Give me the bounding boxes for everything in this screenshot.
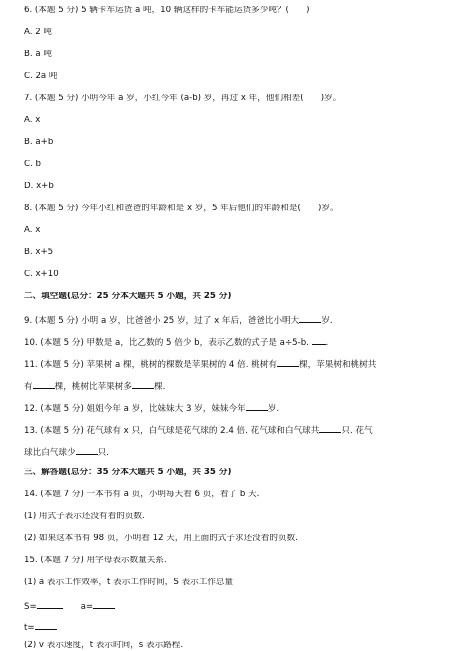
q9-line: [24, 314, 444, 326]
q12-answer-blank[interactable]: [246, 402, 268, 411]
q11-answer-blank-3[interactable]: [132, 380, 154, 389]
q15-t-line: [24, 621, 444, 633]
q11-text-1: 11. (本题 5 分) 苹果树 a 棵，桃树的棵数是苹果树的 4 倍. 桃树有: [24, 360, 277, 370]
q10-line: [24, 336, 444, 348]
q11-text-5: 棵.: [153, 382, 166, 392]
q13-line-2: [24, 446, 444, 458]
q9-text: 9. (本题 5 分) 小明 a 岁，比爸爸小 25 岁，过了 x 年后，爸爸比小明大: [24, 316, 300, 326]
q7-option-a: A. x: [24, 116, 41, 125]
q6-option-a: A. 2 吨: [24, 28, 52, 37]
q8-stem: 8. (本题 5 分) 今年小红和爸爸的年龄和是 x 岁，5 年后他们的年龄和是( )岁。: [24, 204, 339, 213]
q7-stem: 7. (本题 5 分) 小明今年 a 岁，小红今年 (a-b) 岁，再过 x 年，他们相差( )岁。: [24, 94, 342, 103]
section-fill-in-title: 二、填空题(总分：25 分本大题共 5 小题，共 25 分): [24, 292, 232, 301]
q10-answer-blank[interactable]: [312, 336, 326, 345]
q13-answer-blank-2[interactable]: [76, 446, 98, 455]
q8-option-c: C. x+10: [24, 270, 59, 279]
q11-answer-blank-1[interactable]: [277, 358, 299, 367]
q11-text-3: 有: [24, 382, 33, 392]
q13-text-1: 13. (本题 5 分) 花气球有 x 只，白气球是花气球的 2.4 倍. 花气球和白气球共: [24, 426, 320, 436]
q8-option-a: A. x: [24, 226, 41, 235]
q7-option-c: C. b: [24, 160, 41, 169]
q10-text-end: .: [325, 338, 329, 348]
q15-s-a-line: [24, 600, 444, 612]
q15-a-label: a=: [80, 602, 94, 612]
q12-text-end: 岁.: [267, 404, 280, 414]
q6-stem: 6. (本题 5 分) 5 辆卡车运货 a 吨，10 辆这样的卡车能运货多少吨？( ): [24, 6, 310, 15]
q13-line-1: [24, 424, 444, 436]
q9-answer-blank[interactable]: [299, 314, 321, 323]
q15-a-answer-blank[interactable]: [93, 600, 115, 609]
q15-part-1: (1) a 表示工作效率，t 表示工作时间，S 表示工作总量: [24, 578, 234, 587]
q13-text-3: 球比白气球少: [24, 448, 76, 458]
q13-answer-blank-1[interactable]: [319, 424, 341, 433]
q15-t-label: t=: [24, 623, 35, 633]
section-solve-title: 三、解答题(总分：35 分本大题共 5 小题，共 35 分): [24, 468, 232, 477]
q6-option-c: C. 2a 吨: [24, 72, 58, 81]
q9-text-end: 岁.: [321, 316, 333, 326]
q14-stem: 14. (本题 7 分) 一本书有 a 页，小明每天看 6 页，看了 b 天.: [24, 490, 260, 499]
q7-option-b: B. a+b: [24, 138, 54, 147]
q11-line-2: [24, 380, 444, 392]
q15-s-label: S=: [24, 602, 37, 612]
q15-t-answer-blank[interactable]: [35, 621, 57, 630]
q15-part-2: (2) v 表示速度，t 表示时间，s 表示路程.: [24, 641, 184, 650]
q6-option-b: B. a 吨: [24, 50, 52, 59]
q11-line-1: [24, 358, 444, 370]
q12-text: 12. (本题 5 分) 姐姐今年 a 岁，比妹妹大 3 岁，妹妹今年: [24, 404, 246, 414]
q10-text: 10. (本题 5 分) 甲数是 a，比乙数的 5 倍少 b，表示乙数的式子是 a÷5-b.: [24, 338, 309, 348]
q13-text-2: 只. 花气: [341, 426, 373, 436]
q12-line: [24, 402, 444, 414]
q11-text-4: 棵，桃树比苹果树多: [54, 382, 132, 392]
q14-part-2: (2) 如果这本书有 98 页，小明看 12 天，用上面的式子求还没看的页数.: [24, 534, 298, 543]
q15-stem: 15. (本题 7 分) 用字母表示数量关系.: [24, 556, 167, 565]
q7-option-d: D. x+b: [24, 182, 54, 191]
q8-option-b: B. x+5: [24, 248, 54, 257]
q13-text-4: 只.: [97, 448, 109, 458]
q11-answer-blank-2[interactable]: [33, 380, 55, 389]
q15-s-answer-blank[interactable]: [37, 600, 63, 609]
q11-text-2: 棵，苹果树和桃树共: [298, 360, 377, 370]
q14-part-1: (1) 用式子表示还没有看的页数.: [24, 512, 145, 521]
